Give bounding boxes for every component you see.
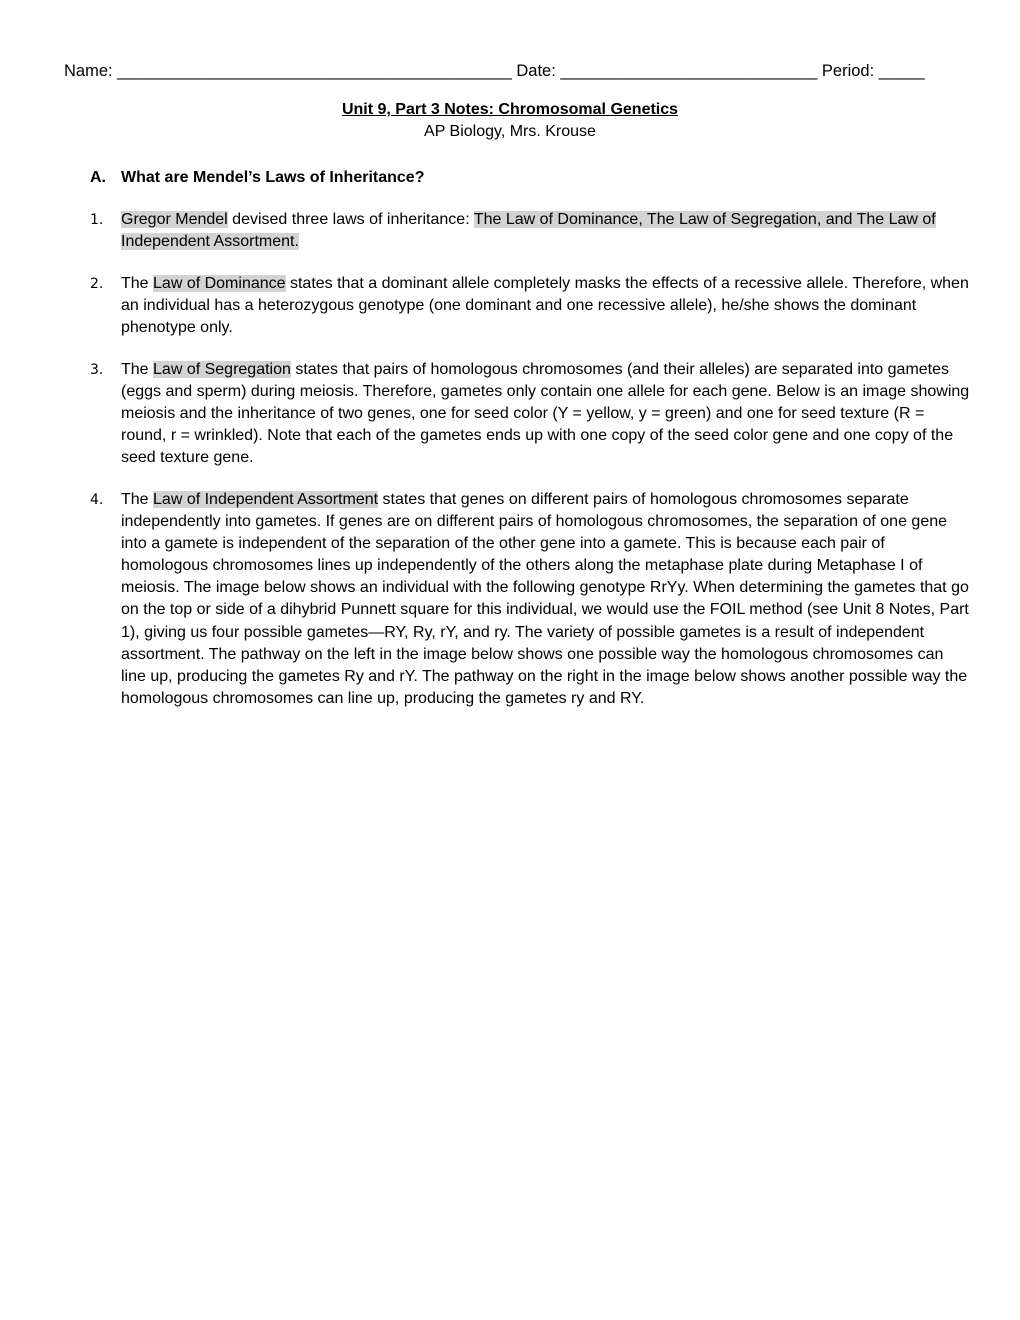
list-item — [90, 359, 970, 469]
item-text: states that pairs of homologous chromosomes (and their alleles) are separated into gametes (eggs and sperm) during meiosis. Therefore, gametes only contain one allele for each gene. Below is an image showing meiosis and the inheritance of two genes, one for seed color (Y = yellow, y = green) and one for seed texture (R = round, r = wrinkled). Note that each of the gametes ends up with one copy of the seed color gene and one copy of the seed texture gene. — [121, 361, 970, 467]
item-lead: The — [121, 491, 154, 508]
highlighted-term: Law of Independent Assortment — [153, 491, 379, 508]
list-item-text — [121, 209, 970, 253]
list-item — [90, 489, 970, 710]
list-item-text — [121, 359, 970, 469]
highlighted-term: Law of Dominance — [153, 275, 286, 292]
student-info-line: Name: ___________________________________________ Date: ____________________________ Period: _____ — [64, 62, 925, 80]
item-lead: The — [121, 361, 154, 378]
list-item-number: 4. — [90, 492, 104, 508]
highlighted-term: Gregor Mendel — [121, 211, 228, 228]
list-item-number: 3. — [90, 362, 104, 378]
section-letter: A. — [90, 169, 106, 186]
list-item — [90, 209, 970, 253]
item-text: states that genes on different pairs of homologous chromosomes separate independently into gametes. If genes are on different pairs of homologous chromosomes, the separation of one gene into a gamete is independent of the separation of the other gene into a gamete. This is because each pair of homologous chromosomes lines up independently of the others along the metaphase plate during Metaphase I of meiosis. The image below shows an individual with the following genotype RrYy. When determining the gametes that go on the top or side of a dihybrid Punnett square for this individual, we would use the FOIL method (see Unit 8 Notes, Part 1), giving us four possible gametes—RY, Ry, rY, and ry. The variety of possible gametes is a result of independent assortment. The pathway on the left in the image below shows one possible way the homologous chromosomes can line up, producing the gametes Ry and rY. The pathway on the right in the image below shows another possible way the homologous chromosomes can line up, producing the gametes ry and RY. — [121, 491, 969, 707]
list-item — [90, 273, 970, 339]
list-item-number: 2. — [90, 276, 104, 292]
page-subtitle: AP Biology, Mrs. Krouse — [424, 123, 596, 140]
page-title: Unit 9, Part 3 Notes: Chromosomal Genetics — [341, 101, 679, 118]
highlighted-term: Law of Segregation — [153, 361, 291, 378]
section-heading-text: What are Mendel’s Laws of Inheritance? — [121, 169, 425, 186]
item-text: devised three laws of inheritance: — [227, 211, 474, 228]
section-heading — [90, 168, 424, 188]
list-item-number: 1. — [90, 212, 104, 228]
list-item-text — [121, 489, 970, 710]
list-item-text — [121, 273, 970, 339]
highlighted-term: The Law of Dominance, The Law of Segregation, and The Law of Independent Assortment. — [121, 211, 936, 251]
item-text: states that a dominant allele completely masks the effects of a recessive allele. Therefore, when an individual has a heterozygous genotype (one dominant and one recessive allele), he/she shows the dominant phenotype only. — [121, 275, 969, 337]
item-lead: The — [121, 275, 154, 292]
